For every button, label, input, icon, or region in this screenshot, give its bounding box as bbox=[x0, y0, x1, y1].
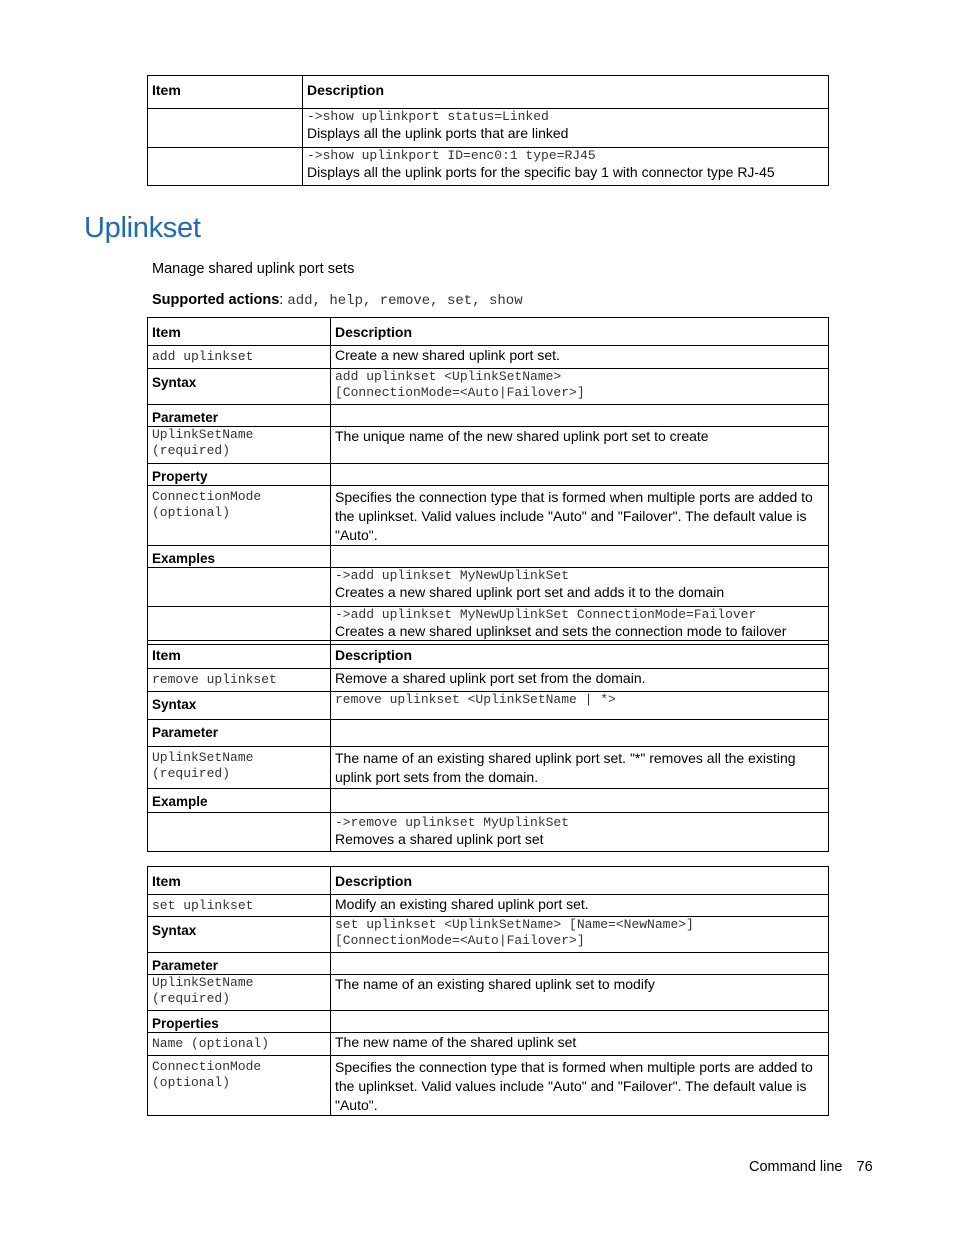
page-footer bbox=[749, 1159, 873, 1175]
header-description: Description bbox=[331, 641, 829, 669]
empty-cell bbox=[331, 789, 829, 813]
example-command: ->remove uplinkset MyUplinkSet bbox=[335, 815, 570, 830]
example-cell bbox=[331, 813, 829, 852]
property-qualifier: (optional) bbox=[152, 505, 231, 520]
param-name: UplinkSetName bbox=[152, 975, 254, 990]
table-row bbox=[148, 669, 829, 692]
property-qualifier: (optional) bbox=[152, 1075, 231, 1090]
command-description: Modify an existing shared uplink port set. bbox=[331, 895, 829, 917]
empty-cell bbox=[331, 953, 829, 975]
table-row bbox=[148, 953, 829, 975]
table-row bbox=[148, 975, 829, 1011]
parameter-label: Parameter bbox=[148, 953, 331, 975]
example-description: Displays all the uplink ports for the specific bay 1 with connector type RJ-45 bbox=[307, 164, 775, 180]
example-command: ->add uplinkset MyNewUplinkSet ConnectionMode=Failover bbox=[335, 607, 757, 622]
command-description: Create a new shared uplink port set. bbox=[331, 346, 829, 369]
command-name: add uplinkset bbox=[148, 346, 331, 369]
example-command: ->show uplinkport status=Linked bbox=[307, 109, 549, 124]
table-row bbox=[148, 427, 829, 464]
property-name: ConnectionMode bbox=[152, 489, 262, 504]
empty-cell bbox=[331, 1011, 829, 1033]
table-row bbox=[148, 568, 829, 607]
param-qualifier: (required) bbox=[152, 443, 231, 458]
table-row bbox=[148, 720, 829, 747]
remove-uplinkset-table bbox=[147, 640, 829, 852]
page-number: 76 bbox=[856, 1159, 873, 1175]
param-name-cell bbox=[148, 975, 331, 1011]
example-description: Creates a new shared uplink port set and adds it to the domain bbox=[335, 584, 725, 600]
syntax-line: [ConnectionMode=<Auto|Failover>] bbox=[335, 933, 585, 948]
properties-label: Properties bbox=[148, 1011, 331, 1033]
empty-cell bbox=[331, 720, 829, 747]
syntax-cell bbox=[331, 917, 829, 953]
parameter-label: Parameter bbox=[148, 405, 331, 427]
example-description: Creates a new shared uplinkset and sets the connection mode to failover bbox=[335, 623, 787, 639]
param-qualifier: (required) bbox=[152, 766, 231, 781]
empty-cell bbox=[148, 813, 331, 852]
table-row bbox=[148, 789, 829, 813]
param-name-cell bbox=[148, 427, 331, 464]
table-header-row bbox=[148, 76, 829, 109]
example-cell bbox=[331, 568, 829, 607]
property-name: Name (optional) bbox=[148, 1033, 331, 1056]
command-description: Remove a shared uplink port set from the domain. bbox=[331, 669, 829, 692]
syntax-line: set uplinkset <UplinkSetName> [Name=<NewName>] bbox=[335, 917, 694, 932]
syntax-line: remove uplinkset <UplinkSetName | *> bbox=[331, 692, 829, 720]
header-item: Item bbox=[148, 76, 303, 109]
table-header-row bbox=[148, 641, 829, 669]
example-description: Removes a shared uplink port set bbox=[335, 831, 544, 847]
empty-cell bbox=[331, 405, 829, 427]
examples-label: Examples bbox=[148, 546, 331, 568]
section-intro: Manage shared uplink port sets bbox=[152, 261, 355, 277]
table-row bbox=[148, 369, 829, 405]
example-description: Displays all the uplink ports that are linked bbox=[307, 125, 569, 141]
example-cell bbox=[303, 148, 829, 186]
property-name: ConnectionMode bbox=[152, 1059, 262, 1074]
example-command: ->add uplinkset MyNewUplinkSet bbox=[335, 568, 570, 583]
table-row bbox=[148, 148, 829, 186]
syntax-line: add uplinkset <UplinkSetName> bbox=[335, 369, 562, 384]
table-row bbox=[148, 1056, 829, 1116]
empty-cell bbox=[148, 607, 331, 645]
table-row bbox=[148, 813, 829, 852]
header-description: Description bbox=[303, 76, 829, 109]
property-description: Specifies the connection type that is formed when multiple ports are added to the uplinkset. Valid values include "Auto" and "Failover". The default value is "Auto". bbox=[331, 1056, 829, 1116]
empty-cell bbox=[148, 568, 331, 607]
param-qualifier: (required) bbox=[152, 991, 231, 1006]
empty-cell bbox=[331, 546, 829, 568]
table-row bbox=[148, 607, 829, 645]
property-description: Specifies the connection type that is formed when multiple ports are added to the uplinkset. Valid values include "Auto" and "Failover". The default value is "Auto". bbox=[331, 486, 829, 546]
table-row bbox=[148, 464, 829, 486]
command-name: set uplinkset bbox=[148, 895, 331, 917]
table-header-row bbox=[148, 318, 829, 346]
parameter-label: Parameter bbox=[148, 720, 331, 747]
table-row bbox=[148, 405, 829, 427]
param-name: UplinkSetName bbox=[152, 427, 254, 442]
footer-section: Command line bbox=[749, 1159, 843, 1175]
empty-cell bbox=[331, 464, 829, 486]
show-uplinkport-examples-table bbox=[147, 75, 829, 186]
property-name-cell bbox=[148, 1056, 331, 1116]
add-uplinkset-table bbox=[147, 317, 829, 645]
example-item-cell bbox=[148, 109, 303, 148]
example-item-cell bbox=[148, 148, 303, 186]
table-row bbox=[148, 692, 829, 720]
property-name-cell bbox=[148, 486, 331, 546]
table-row bbox=[148, 1011, 829, 1033]
example-command: ->show uplinkport ID=enc0:1 type=RJ45 bbox=[307, 148, 596, 163]
table-row bbox=[148, 109, 829, 148]
header-item: Item bbox=[148, 867, 331, 895]
set-uplinkset-table bbox=[147, 866, 829, 1116]
section-title: Uplinkset bbox=[84, 212, 201, 244]
param-description: The name of an existing shared uplink port set. "*" removes all the existing uplink port sets from the domain. bbox=[331, 747, 829, 789]
table-row bbox=[148, 747, 829, 789]
header-item: Item bbox=[148, 318, 331, 346]
example-cell bbox=[331, 607, 829, 645]
syntax-line: [ConnectionMode=<Auto|Failover>] bbox=[335, 385, 585, 400]
syntax-label: Syntax bbox=[148, 692, 331, 720]
header-description: Description bbox=[331, 867, 829, 895]
syntax-label: Syntax bbox=[148, 369, 331, 405]
supported-actions: Supported actions: add, help, remove, set, show bbox=[152, 292, 523, 309]
syntax-label: Syntax bbox=[148, 917, 331, 953]
header-item: Item bbox=[148, 641, 331, 669]
table-row bbox=[148, 346, 829, 369]
example-label: Example bbox=[148, 789, 331, 813]
param-description: The name of an existing shared uplink set to modify bbox=[331, 975, 829, 1011]
syntax-cell bbox=[331, 369, 829, 405]
example-cell bbox=[303, 109, 829, 148]
table-row bbox=[148, 546, 829, 568]
table-row bbox=[148, 917, 829, 953]
table-header-row bbox=[148, 867, 829, 895]
param-name-cell bbox=[148, 747, 331, 789]
param-description: The unique name of the new shared uplink port set to create bbox=[331, 427, 829, 464]
property-description: The new name of the shared uplink set bbox=[331, 1033, 829, 1056]
property-label: Property bbox=[148, 464, 331, 486]
table-row bbox=[148, 895, 829, 917]
supported-actions-list: add, help, remove, set, show bbox=[287, 293, 523, 309]
supported-actions-label: Supported actions bbox=[152, 292, 280, 308]
header-description: Description bbox=[331, 318, 829, 346]
command-name: remove uplinkset bbox=[148, 669, 331, 692]
table-row bbox=[148, 486, 829, 546]
param-name: UplinkSetName bbox=[152, 750, 254, 765]
table-row bbox=[148, 1033, 829, 1056]
